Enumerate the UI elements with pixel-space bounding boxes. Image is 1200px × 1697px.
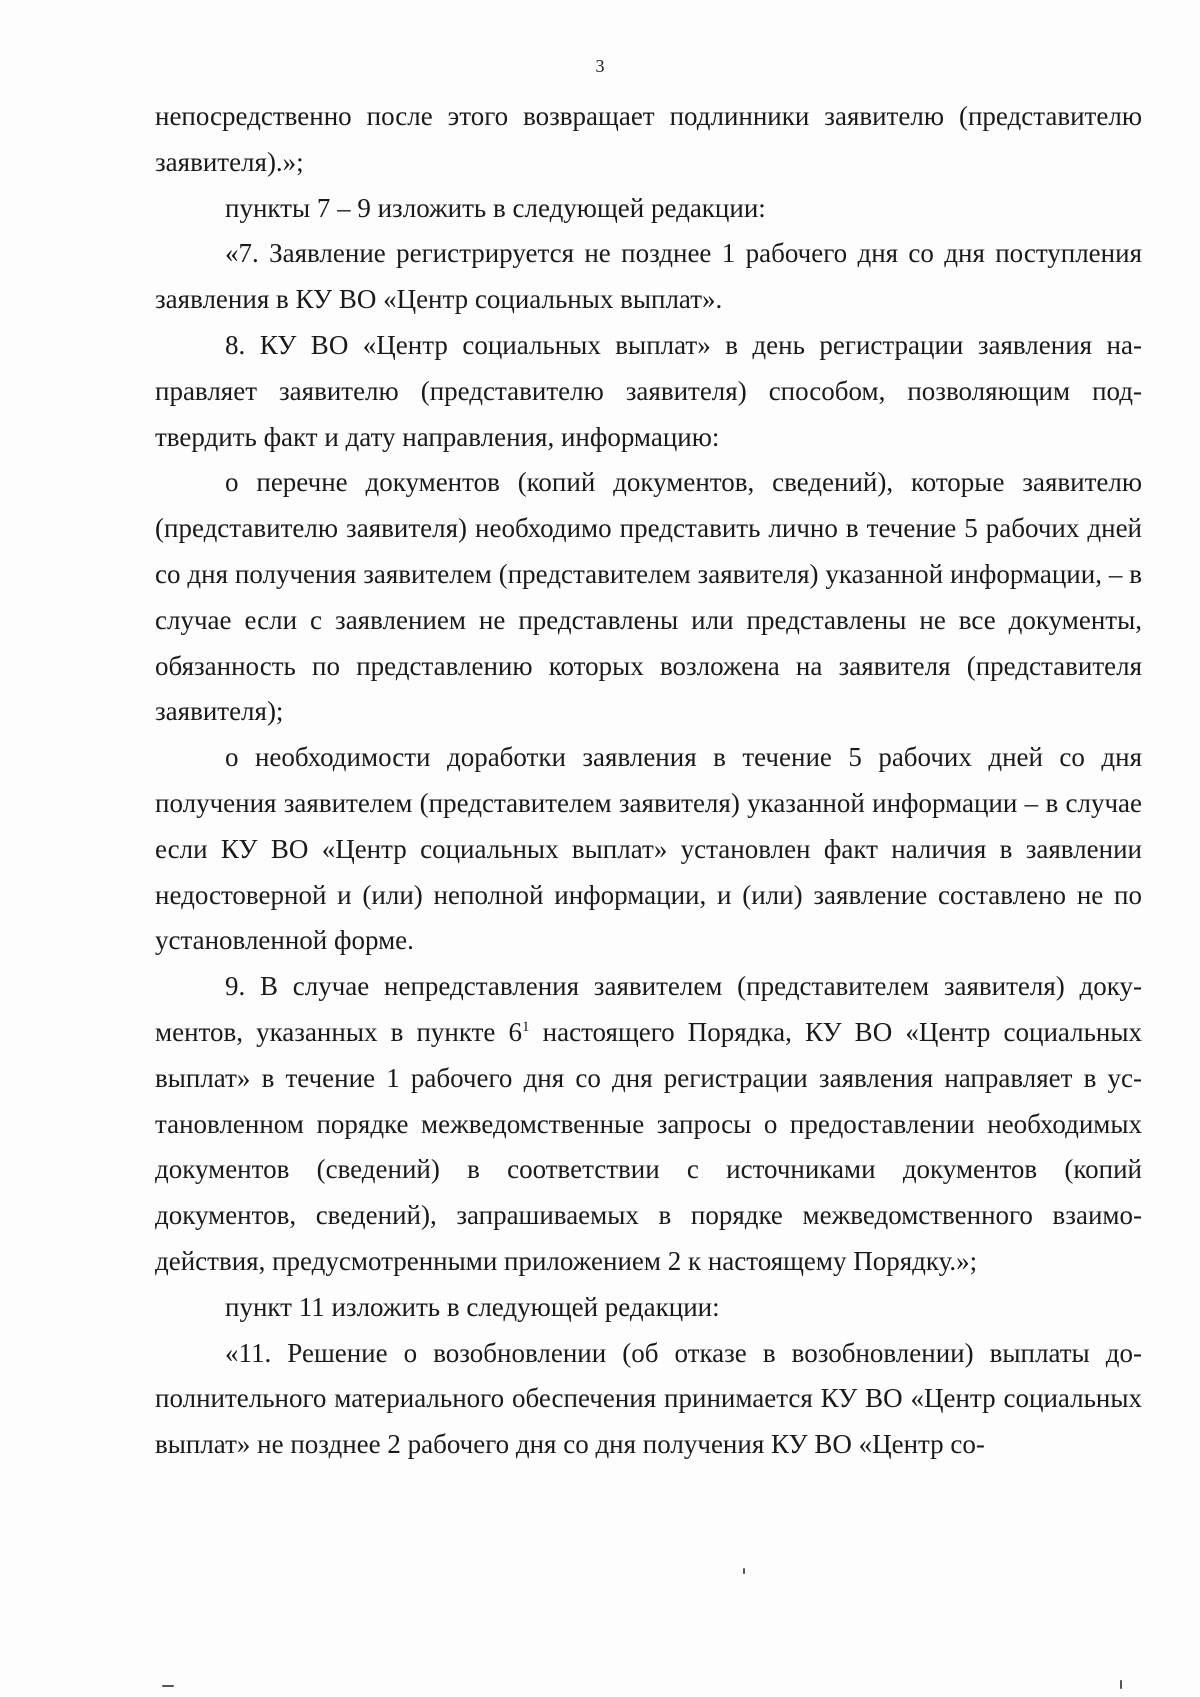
- scan-speck: [743, 1568, 745, 1574]
- document-body: [155, 94, 1142, 1468]
- paragraph-amend-7-9: пункты 7 – 9 изложить в следующей редакции:: [225, 192, 766, 223]
- paragraph-amend-11: пункт 11 изложить в следующей редакции:: [225, 1291, 720, 1322]
- paragraph-9: [155, 964, 1142, 1285]
- scan-speck: [1120, 1680, 1122, 1689]
- page-number: 3: [595, 56, 605, 76]
- paragraph-9-superscript: 1: [522, 1018, 530, 1035]
- paragraph-9-text-end: настоящего Порядка, КУ ВО «Центр социальных выплат» в течение 1 рабочего дня со дня регистрации заявления направляет в установленном порядке межведомственные запросы о предоставлении необходимых документов (сведений) в соответствии с источниками документов (копий документов, сведений), запрашиваемых в порядке межведомственного взаимодействия, предусмотренными приложением 2 к настоящему Порядку.»;: [155, 1016, 1142, 1276]
- paragraph-8-list-item-documents: о перечне документов (копий документов, сведений), которые заявителю (представителю заявителя) необходимо представить лично в течение 5 рабочих дней со дня получения заявителем (представителем заявителя) указанной информации, – в случае если с заявлением не представлены или представлены не все документы, обязанность по представлению которых возложена на заявителя (представителя заявителя);: [155, 467, 1142, 727]
- scan-speck: [162, 1685, 174, 1687]
- paragraph-8-list-item-revision: о необходимости доработки заявления в течение 5 рабочих дней со дня получения заявителем (представителем заявителя) указанной информации – в случае если КУ ВО «Центр социальных выплат» установлен факт наличия в заявлении недостоверной и (или) неполной информации, и (или) заявление составлено не по установленной форме.: [155, 742, 1142, 956]
- paragraph-11: «11. Решение о возобновлении (об отказе в возобновлении) выплаты дополнительного материального обеспечения принимается КУ ВО «Центр социальных выплат» не позднее 2 рабочего дня со дня получения КУ ВО «Центр со-: [155, 1337, 1142, 1460]
- paragraph-continuation: непосредственно после этого возвращает подлинники заявителю (представителю заявителя).»;: [155, 101, 1142, 177]
- paragraph-8: 8. КУ ВО «Центр социальных выплат» в день регистрации заявления направляет заявителю (представителю заявителя) способом, позволяющим подтвердить факт и дату направления, информацию:: [155, 329, 1142, 452]
- paragraph-7: «7. Заявление регистрируется не позднее 1 рабочего дня со дня поступления заявления в КУ ВО «Центр социальных выплат».: [155, 238, 1142, 315]
- paragraph-9-text-start: 9. В случае непредставления заявителем (представителем заявителя) документов, указанных в пункте 6: [155, 971, 1142, 1047]
